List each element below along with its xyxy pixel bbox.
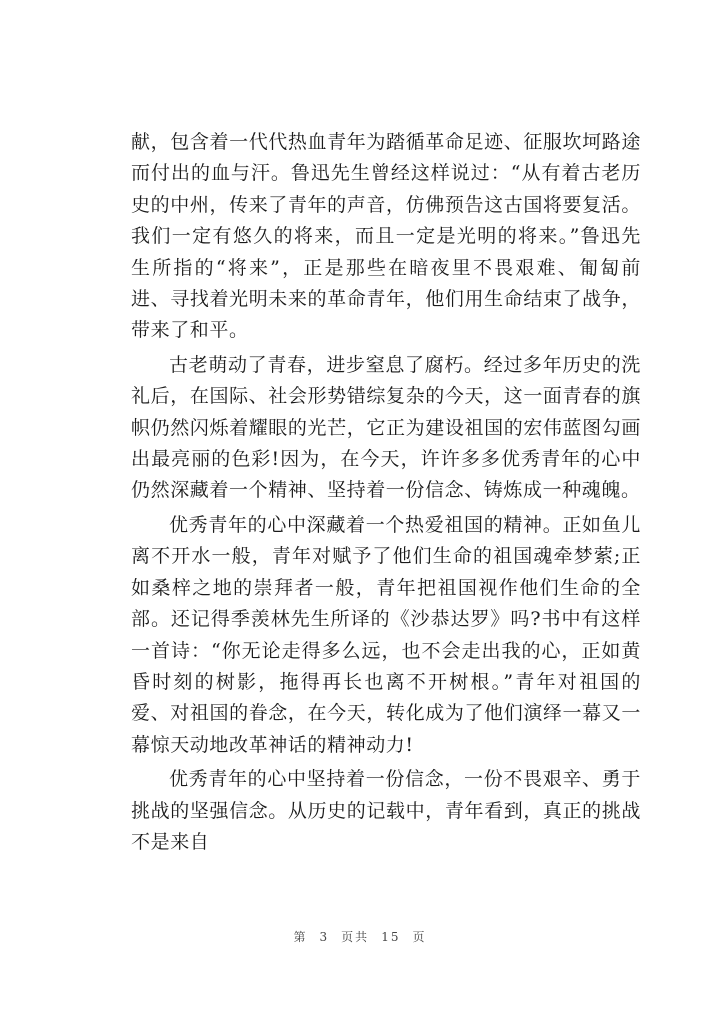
total-page-count: 15 xyxy=(381,930,401,944)
current-page-number: 3 xyxy=(319,930,330,944)
paragraph: 优秀青年的心中坚持着一份信念，一份不畏艰辛、勇于挑战的坚强信念。从历史的记载中，青年看到，真正的挑战不是来自 xyxy=(131,768,641,853)
paragraph: 古老萌动了青春，进步窒息了腐朽。经过多年历史的洗礼后，在国际、社会形势错综复杂的今天，这一面青春的旗帜仍然闪烁着耀眼的光芒，它正为建设祖国的宏伟蓝图勾画出最亮丽的色彩!因为，在今天，许许多多优秀青年的心中仍然深藏着一个精神、坚持着一份信念、铸炼成一种魂魄。 xyxy=(131,353,641,502)
paragraph-continuation: 献，包含着一代代热血青年为踏循革命足迹、征服坎坷路途而付出的血与汗。鲁迅先生曾经这样说过：“从有着古老历史的中州，传来了青年的声音，仿佛预告这古国将要复活。我们一定有悠久的将来，而且一定是光明的将来。”鲁迅先生所指的“将来”，正是那些在暗夜里不畏艰难、匍匐前进、寻找着光明未来的革命青年，他们用生命结束了战争，带来了和平。 xyxy=(131,131,641,342)
footer-prefix: 第 xyxy=(293,930,308,944)
document-body xyxy=(131,127,641,861)
footer-suffix: 页 xyxy=(412,930,427,944)
paragraph: 优秀青年的心中深藏着一个热爱祖国的精神。正如鱼儿离不开水一般，青年对赋予了他们生命的祖国魂牵梦萦;正如桑梓之地的崇拜者一般，青年把祖国视作他们生命的全部。还记得季羡林先生所译的《沙恭达罗》吗?书中有这样一首诗：“你无论走得多么远，也不会走出我的心，正如黄昏时刻的树影，拖得再长也离不开树根。”青年对祖国的爱、对祖国的眷念，在今天，转化成为了他们演绎一幕又一幕惊天动地改革神话的精神动力! xyxy=(131,513,641,756)
footer-middle: 页共 xyxy=(341,930,370,944)
page-footer xyxy=(0,928,720,945)
